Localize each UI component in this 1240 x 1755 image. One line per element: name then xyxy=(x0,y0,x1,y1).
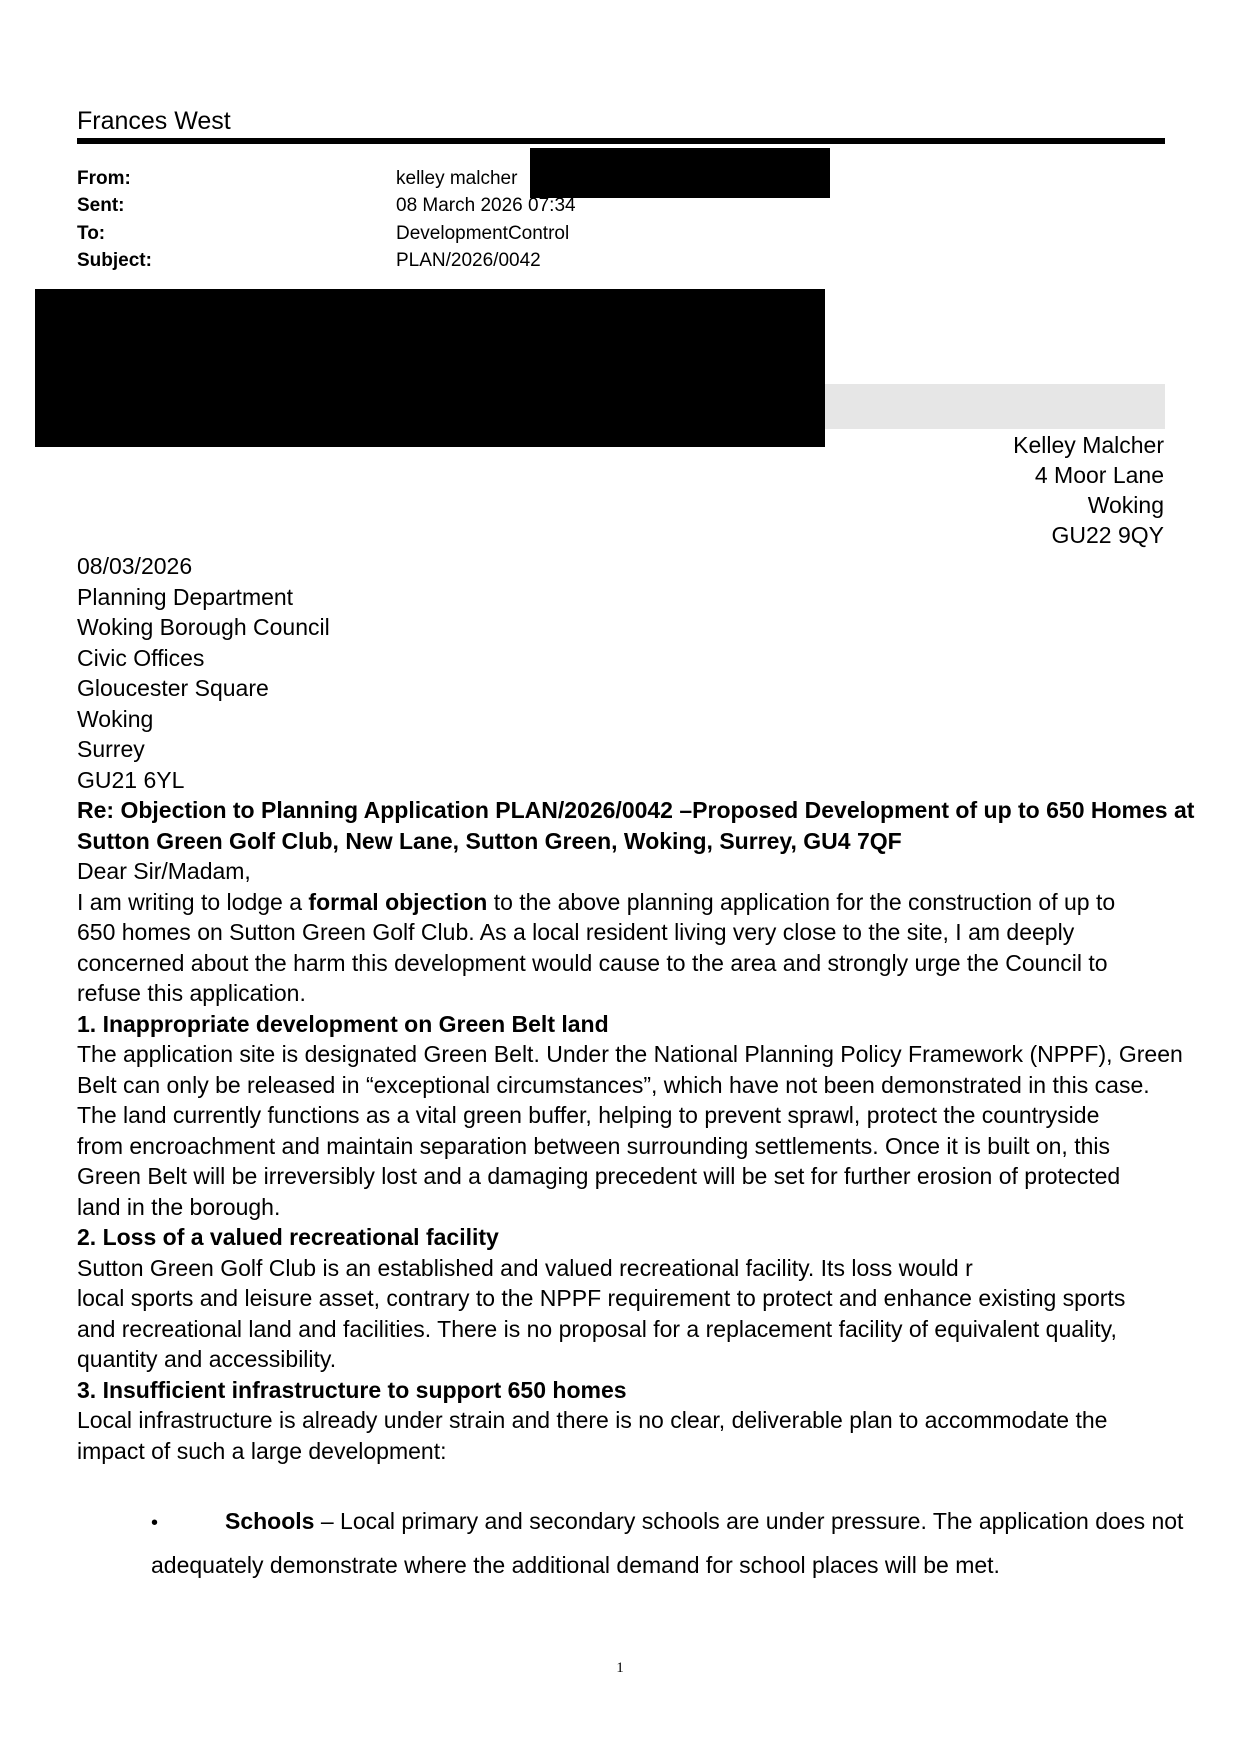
intro-emphasis: formal objection xyxy=(308,888,488,915)
paragraph-line: The application site is designated Green Belt. Under the National Planning Policy Framework (NPPF), Green xyxy=(77,1041,1183,1067)
intro-line xyxy=(77,887,1167,918)
intro-text: I am writing to lodge a xyxy=(77,888,309,915)
sender-town: Woking xyxy=(1087,492,1164,518)
page-number: 1 xyxy=(616,1660,624,1676)
bullet-item xyxy=(151,1500,1184,1586)
subject-value: PLAN/2026/0042 xyxy=(396,250,541,271)
sender-street: 4 Moor Lane xyxy=(1034,462,1164,488)
bullet-text: – Local primary and secondary schools are under pressure. The application does not xyxy=(314,1508,1184,1534)
paragraph-line: from encroachment and maintain separation between surrounding settlements. Once it is built on, this xyxy=(77,1132,1111,1159)
re-subject-line: Re: Objection to Planning Application PLAN/2026/0042 –Proposed Development of up to 650 Homes at xyxy=(77,797,1195,823)
sender-name: Kelley Malcher xyxy=(1013,432,1164,458)
sent-value: 08 March 2026 07:34 xyxy=(396,195,576,216)
recipient-line: Woking Borough Council xyxy=(77,614,330,640)
grey-shaded-band xyxy=(825,384,1165,429)
recipient-line: Civic Offices xyxy=(77,644,205,671)
from-label: From: xyxy=(77,168,131,189)
paragraph-line: Sutton Green Golf Club is an established and valued recreational facility. Its loss would r xyxy=(77,1254,973,1281)
section-heading: 2. Loss of a valued recreational facility xyxy=(77,1224,499,1250)
recipient-line: Surrey xyxy=(77,736,145,762)
intro-text: to the above planning application for the construction of up to xyxy=(487,888,1116,915)
salutation: Dear Sir/Madam, xyxy=(77,858,251,884)
section-heading: 3. Insufficient infrastructure to support 650 homes xyxy=(77,1376,627,1403)
intro-line: 650 homes on Sutton Green Golf Club. As a local resident living very close to the site, I am deeply xyxy=(77,919,1075,945)
redaction-block-large xyxy=(35,289,825,447)
bullet-text: adequately demonstrate where the additional demand for school places will be met. xyxy=(151,1551,1000,1578)
sender-address xyxy=(1013,430,1164,550)
intro-line: concerned about the harm this development would cause to the area and strongly urge the Council to xyxy=(77,949,1108,976)
paragraph-line: Belt can only be released in “exceptional circumstances”, which have not been demonstrated in this case. xyxy=(77,1071,1150,1098)
letter-date: 08/03/2026 xyxy=(77,553,193,579)
bullet-term: Schools xyxy=(225,1508,315,1534)
from-value: kelley malcher xyxy=(396,168,518,189)
paragraph-line: impact of such a large development: xyxy=(77,1437,447,1464)
sender-postcode: GU22 9QY xyxy=(1051,522,1164,548)
to-value: DevelopmentControl xyxy=(396,223,570,244)
sent-label: Sent: xyxy=(77,195,125,216)
re-subject-line: Sutton Green Golf Club, New Lane, Sutton Green, Woking, Surrey, GU4 7QF xyxy=(77,827,902,854)
paragraph-line: The land currently functions as a vital green buffer, helping to prevent sprawl, protect the countryside xyxy=(77,1102,1100,1128)
subject-label: Subject: xyxy=(77,250,152,271)
document-owner-name: Frances West xyxy=(77,107,231,135)
paragraph-line: local sports and leisure asset, contrary to the NPPF requirement to protect and enhance existing sports xyxy=(77,1285,1126,1311)
paragraph-line: land in the borough. xyxy=(77,1193,281,1220)
to-label: To: xyxy=(77,223,106,244)
header-rule xyxy=(77,138,1165,144)
paragraph-line: Local infrastructure is already under strain and there is no clear, deliverable plan to accommodate the xyxy=(77,1407,1108,1433)
section-heading: 1. Inappropriate development on Green Belt land xyxy=(77,1010,609,1037)
redaction-block-email xyxy=(530,148,830,198)
paragraph-line: Green Belt will be irreversibly lost and a damaging precedent will be set for further erosion of protected xyxy=(77,1163,1121,1189)
recipient-line: Gloucester Square xyxy=(77,675,269,701)
recipient-line: GU21 6YL xyxy=(77,766,185,793)
letter-body xyxy=(77,551,1195,1466)
intro-line: refuse this application. xyxy=(77,980,306,1006)
recipient-line: Woking xyxy=(77,705,154,732)
paragraph-line: and recreational land and facilities. There is no proposal for a replacement facility of equivalent quality, xyxy=(77,1315,1117,1342)
recipient-line: Planning Department xyxy=(77,583,294,610)
bullet-icon: • xyxy=(151,1511,159,1534)
paragraph-line: quantity and accessibility. xyxy=(77,1346,337,1372)
